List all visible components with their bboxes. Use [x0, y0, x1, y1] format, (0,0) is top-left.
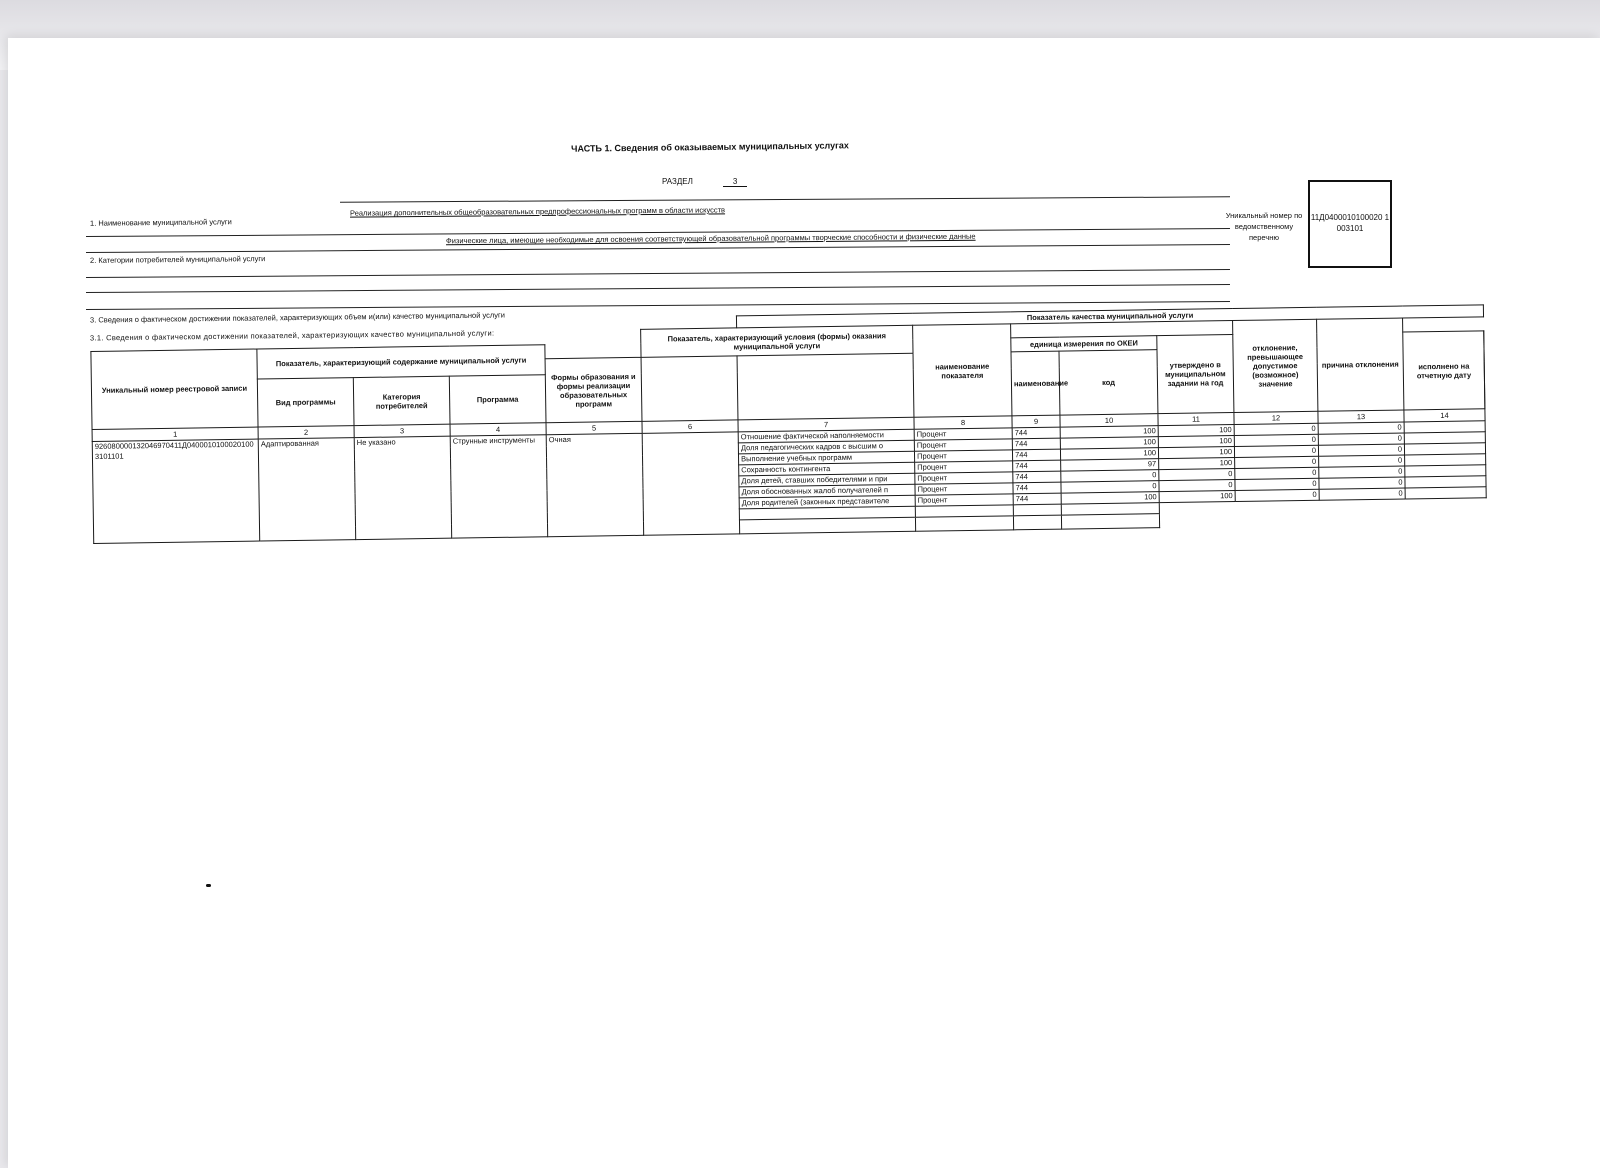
excess-cell: 0 [1319, 455, 1405, 467]
code-cell: 744 [1013, 471, 1061, 483]
registry-record-cell: 926080000132046970411Д04000101000201003101101 [92, 439, 259, 543]
column-number: 4 [450, 423, 546, 436]
service-name-label: 1. Наименование муниципальной услуги [89, 217, 232, 228]
indicator-cell: Выполнение учебных программ [738, 451, 914, 465]
service-name-value: Реализация дополнительных общеобразовательных предпрофессиональных программ в области искусств [349, 205, 726, 218]
code-cell: 744 [1012, 449, 1060, 461]
approved-cell: 97 [1061, 459, 1159, 471]
approved-cell: 100 [1060, 426, 1158, 438]
unit-cell: Процент [915, 472, 1013, 484]
scan-speck [206, 884, 211, 887]
quality-indicators-table [90, 304, 1487, 544]
column-number: 10 [1060, 414, 1158, 427]
section-3-1-heading: 3.1. Сведения о фактическом достижении показателей, характеризующих качество муниципальной услуги: [89, 328, 495, 343]
column-number: 13 [1318, 410, 1404, 423]
consumers-value: Физические лица, имеющие необходимые для освоения соответствующей образовательной программы творческие способности и физические данные [445, 231, 976, 246]
program-cell: Струнные инструменты [450, 435, 548, 538]
column-number: 1 [92, 427, 258, 441]
column-number: 11 [1158, 413, 1234, 426]
quality-group-header: Показатель качества муниципальной услуги [736, 305, 1483, 328]
registry-number-label: Уникальный номер по ведомственному перечню [1225, 211, 1303, 242]
unit-cell: Процент [914, 428, 1012, 440]
indicator-cell: Доля детей, ставших победителями и при [739, 473, 915, 487]
excess-cell: 0 [1318, 422, 1404, 434]
okei-name-header: наименование [1011, 351, 1060, 416]
excess-cell: 0 [1319, 466, 1405, 478]
conditions-group-header: Показатель, характеризующий условия (формы) оказания муниципальной услуги [641, 325, 913, 357]
executed-cell: 100 [1159, 491, 1235, 503]
allowed-cell: 0 [1234, 423, 1318, 435]
allowed-cell: 0 [1235, 467, 1319, 479]
program-type-header: Вид программы [257, 378, 354, 427]
executed-header: исполнено на отчетную дату [1403, 331, 1485, 410]
indicator-cell: Доля обоснованных жалоб получателей п [739, 484, 915, 498]
allowed-cell: 0 [1235, 478, 1319, 490]
education-form-cell: Очная [546, 433, 644, 536]
registry-number-box: 11Д0400010100020 1003101 [1308, 180, 1392, 268]
approved-header: утверждено в муниципальном задании на год [1157, 335, 1234, 414]
column-number: 5 [546, 421, 642, 434]
allowed-cell: 0 [1235, 456, 1319, 468]
allowed-cell: 0 [1234, 434, 1318, 446]
excess-cell: 0 [1318, 433, 1404, 445]
conditions-blank-header [641, 356, 738, 421]
approved-cell: 100 [1060, 448, 1158, 460]
approved-cell: 100 [1060, 437, 1158, 449]
excess-cell: 0 [1319, 488, 1405, 500]
executed-cell: 100 [1158, 425, 1234, 437]
program-header: Программа [449, 375, 546, 424]
code-cell: 744 [1013, 460, 1061, 472]
approved-cell: 0 [1061, 481, 1159, 493]
column-number: 14 [1404, 409, 1485, 422]
excess-cell: 0 [1319, 477, 1405, 489]
consumers-label: 2. Категории потребителей муниципальной услуги [89, 254, 266, 265]
unit-cell: Процент [915, 461, 1013, 473]
approved-cell: 0 [1061, 470, 1159, 482]
okei-code-header: код [1059, 350, 1158, 415]
indicator-cell: Доля родителей (законных представителе [739, 495, 915, 509]
column-number: 3 [354, 424, 450, 437]
content-group-header: Показатель, характеризующий содержание муниципальной услуги [257, 345, 545, 379]
indicator-name-header: наименование показателя [913, 324, 1012, 417]
column-number: 8 [914, 416, 1012, 429]
deviation-reason-header: причина отклонения [1317, 318, 1404, 411]
column-number: 2 [258, 426, 354, 439]
column-number: 6 [642, 420, 738, 433]
unit-cell: Процент [915, 494, 1013, 506]
section-label: РАЗДЕЛ [662, 177, 693, 186]
allowed-cell: 0 [1235, 489, 1319, 501]
section-number: 3 [723, 177, 747, 187]
executed-cell: 100 [1159, 458, 1235, 470]
code-cell: 744 [1012, 427, 1060, 439]
section-3-heading: 3. Сведения о фактическом достижении показателей, характеризующих объем и(или) качество муниципальной услуги [89, 310, 505, 325]
code-cell: 744 [1013, 482, 1061, 494]
conditions-blank-cell [642, 432, 740, 535]
excess-cell: 0 [1318, 444, 1404, 456]
okei-group-header: единица измерения по ОКЕИ [1011, 336, 1157, 352]
indicator-cell: Сохранность контингента [739, 462, 915, 476]
unit-cell: Процент [914, 439, 1012, 451]
consumer-category-cell: Не указано [354, 436, 452, 539]
consumer-category-header: Категория потребителей [353, 376, 450, 425]
allowed-cell: 0 [1234, 445, 1318, 457]
registry-record-header: Уникальный номер реестровой записи [91, 349, 258, 429]
code-cell: 744 [1012, 438, 1060, 450]
executed-cell: 100 [1158, 447, 1234, 459]
indicator-cell: Доля педагогических кадров с высшим о [738, 440, 914, 454]
section-marker [662, 177, 747, 187]
executed-cell: 0 [1159, 480, 1235, 492]
column-number: 7 [738, 417, 914, 432]
code-cell: 744 [1013, 493, 1061, 505]
program-type-cell: Адаптированная [258, 438, 356, 541]
document-title: ЧАСТЬ 1. Сведения об оказываемых муниципальных услугах [571, 140, 849, 154]
unit-cell: Процент [915, 483, 1013, 495]
column-number: 12 [1234, 411, 1318, 424]
executed-cell: 0 [1159, 469, 1235, 481]
column-number: 9 [1012, 415, 1060, 428]
executed-cell: 100 [1158, 436, 1234, 448]
unit-cell: Процент [914, 450, 1012, 462]
education-forms-header: Формы образования и формы реализации образовательных программ [545, 357, 642, 422]
indicator-cell: Отношение фактической наполняемости [738, 429, 914, 443]
excess-deviation-header: отклонение, превышающее допустимое (возможное) значение [1233, 319, 1318, 412]
approved-cell: 100 [1061, 492, 1159, 504]
